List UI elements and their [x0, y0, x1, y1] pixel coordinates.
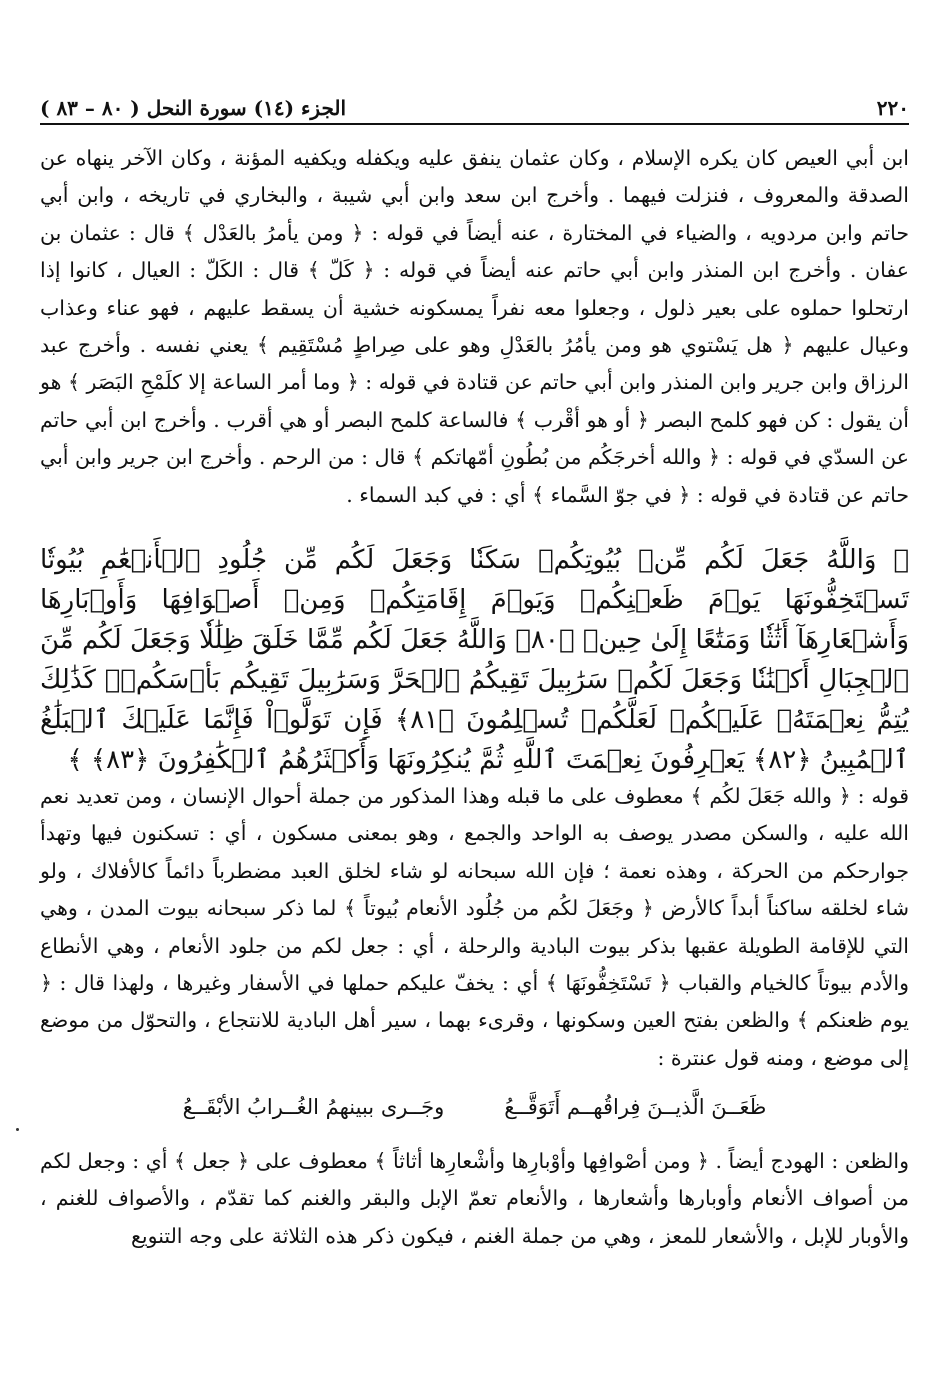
poetry-first-hemistich: ظَعَــنَ الَّذيــنَ فِراقُهــم أَتَوَقَّــعُ	[504, 1095, 767, 1119]
quran-verse-block: ﴿ وَاللَّهُ جَعَلَ لَكُم مِّنۢ بُيُوتِكُمۡ سَكَنٗا وَجَعَلَ لَكُم مِّن جُلُودِ ٱلۡأَنۡعَٰمِ بُيُوتٗا تَسۡتَخِفُّونَهَا يَوۡمَ ظَعۡنِكُمۡ وَيَوۡمَ إِقَامَتِكُمۡ وَمِنۡ أَصۡوَافِهَا وَأَوۡبَارِهَا وَأَشۡعَارِهَآ أَثَٰثٗا وَمَتَٰعًا إِلَىٰ حِينٖ ﴿٨٠﴾ وَاللَّهُ جَعَلَ لَكُم مِّمَّا خَلَقَ ظِلَٰلٗا وَجَعَلَ لَكُم مِّنَ ٱلۡجِبَالِ أَكۡنَٰنٗا وَجَعَلَ لَكُمۡ سَرَٰبِيلَ تَقِيكُمُ ٱلۡحَرَّ وَسَرَٰبِيلَ تَقِيكُم بَأۡسَكُمۡۚ كَذَٰلِكَ يُتِمُّ نِعۡمَتَهُۥ عَلَيۡكُمۡ لَعَلَّكُمۡ تُسۡلِمُونَ ﴿٨١﴾ فَإِن تَوَلَّوۡاْ فَإِنَّمَا عَلَيۡكَ ٱلۡبَلَٰغُ ٱلۡمُبِينُ ﴿٨٢﴾ يَعۡرِفُونَ نِعۡمَتَ ٱللَّهِ ثُمَّ يُنكِرُونَهَا وَأَكۡثَرُهُمُ ٱلۡكَٰفِرُونَ ﴿٨٣﴾ ﴾	[40, 545, 909, 775]
poetry-second-hemistich: وجَــرى ببينهمُ الغُــرابُ الأبْقَــعُ	[182, 1095, 445, 1119]
commentary-paragraph-3: والظعن : الهودج أيضاً . ﴿ ومن أصْوافِها وأوْبارِها وأشْعارِها أثاثاً ﴾ معطوف على ﴿ جعل ﴾ أي : وجعل لكم من أصواف الأنعام وأوبارها وأشعارها ، والأنعام تعمّ الإبل والبقر والغنم كما تقدّم ، والأصواف للغنم ، والأوبار للإبل ، والأشعار للمعز ، وهي من جملة الغنم ، فيكون ذكر هذه الثلاثة على وجه التنويع	[40, 1149, 909, 1248]
commentary-paragraph-1: ابن أبي العيص كان يكره الإسلام ، وكان عثمان ينفق عليه ويكفله ويكفيه المؤنة ، وكان الآخر ينهاه عن الصدقة والمعروف ، فنزلت فيهما . وأخرج ابن سعد وابن أبي شيبة ، والبخاري في تاريخه ، وابن أبي حاتم وابن مردويه ، والضياء في المختارة ، عنه أيضاً في قوله : ﴿ ومن يأمرُ بالعَدْل ﴾ قال : عثمان بن عفان . وأخرج ابن المنذر وابن أبي حاتم عنه أيضاً في قوله : ﴿ كَلّ ﴾ قال : الكَلّ : العيال ، كانوا إذا ارتحلوا حملوه على بعير ذلول ، وجعلوا معه نفراً يمسكونه خشية أن يسقط عليهم ، فهو عناء وعذاب وعيال عليهم ﴿ هل يَسْتوي هو ومن يأمُرُ بالعَدْلِ وهو على صِراطٍ مُسْتَقِيم ﴾ يعني نفسه . وأخرج عبد الرزاق وابن جرير وابن المنذر وابن أبي حاتم عن قتادة في قوله : ﴿ وما أمر الساعة إلا كلَمْحِ البَصَر ﴾ هو أن يقول : كن فهو كلمح البصر ﴿ أو هو أقْرب ﴾ فالساعة كلمح البصر أو هي أقرب . وأخرج ابن أبي حاتم عن السدّي في قوله : ﴿ والله أخرجَكُم من بُطُونِ أمّهاتكم ﴾ قال : من الرحم . وأخرج ابن جرير وابن أبي حاتم عن قتادة في قوله : ﴿ في جوّ السَّماء ﴾ أي : في كبد السماء .	[40, 146, 909, 507]
scan-speck	[16, 1128, 19, 1131]
running-title: الجزء (١٤) سورة النحل ( ٨٠ – ٨٣ )	[40, 96, 347, 120]
poetry-verse	[40, 1095, 909, 1119]
header-rule	[40, 123, 909, 125]
page-header	[40, 92, 909, 124]
page	[40, 0, 909, 1374]
page-number: ٢٢٠	[876, 96, 909, 120]
commentary-paragraph-2: قوله : ﴿ والله جَعَلَ لكُم ﴾ معطوف على ما قبله وهذا المذكور من جملة أحوال الإنسان ، ومن تعديد نعم الله عليه ، والسكن مصدر يوصف به الواحد والجمع ، وهو بمعنى مسكون ، أي : تسكنون فيها وتهدأ جوارحكم من الحركة ، وهذه نعمة ؛ فإن الله سبحانه لو شاء لخلق العبد مضطرباً دائماً كالأفلاك ، ولو شاء لخلقه ساكناً أبداً كالأرض ﴿ وجَعَلَ لكُم من جُلُود الأنعام بُيوتاً ﴾ لما ذكر سبحانه بيوت المدن ، وهي التي للإقامة الطويلة عقبها بذكر بيوت البادية والرحلة ، أي : جعل لكم من جلود الأنعام ، وهي الأنطاع والأدم بيوتاً كالخيام والقباب ﴿ تَسْتَخِفُّونَهَا ﴾ أي : يخفّ عليكم حملها في الأسفار وغيرها ، ولهذا قال : ﴿ يوم ظعنكم ﴾ والظعن بفتح العين وسكونها ، وقرىء بهما ، سير أهل البادية للانتجاع ، والتحوّل من موضع إلى موضع ، ومنه قول عنترة :	[40, 784, 909, 1070]
